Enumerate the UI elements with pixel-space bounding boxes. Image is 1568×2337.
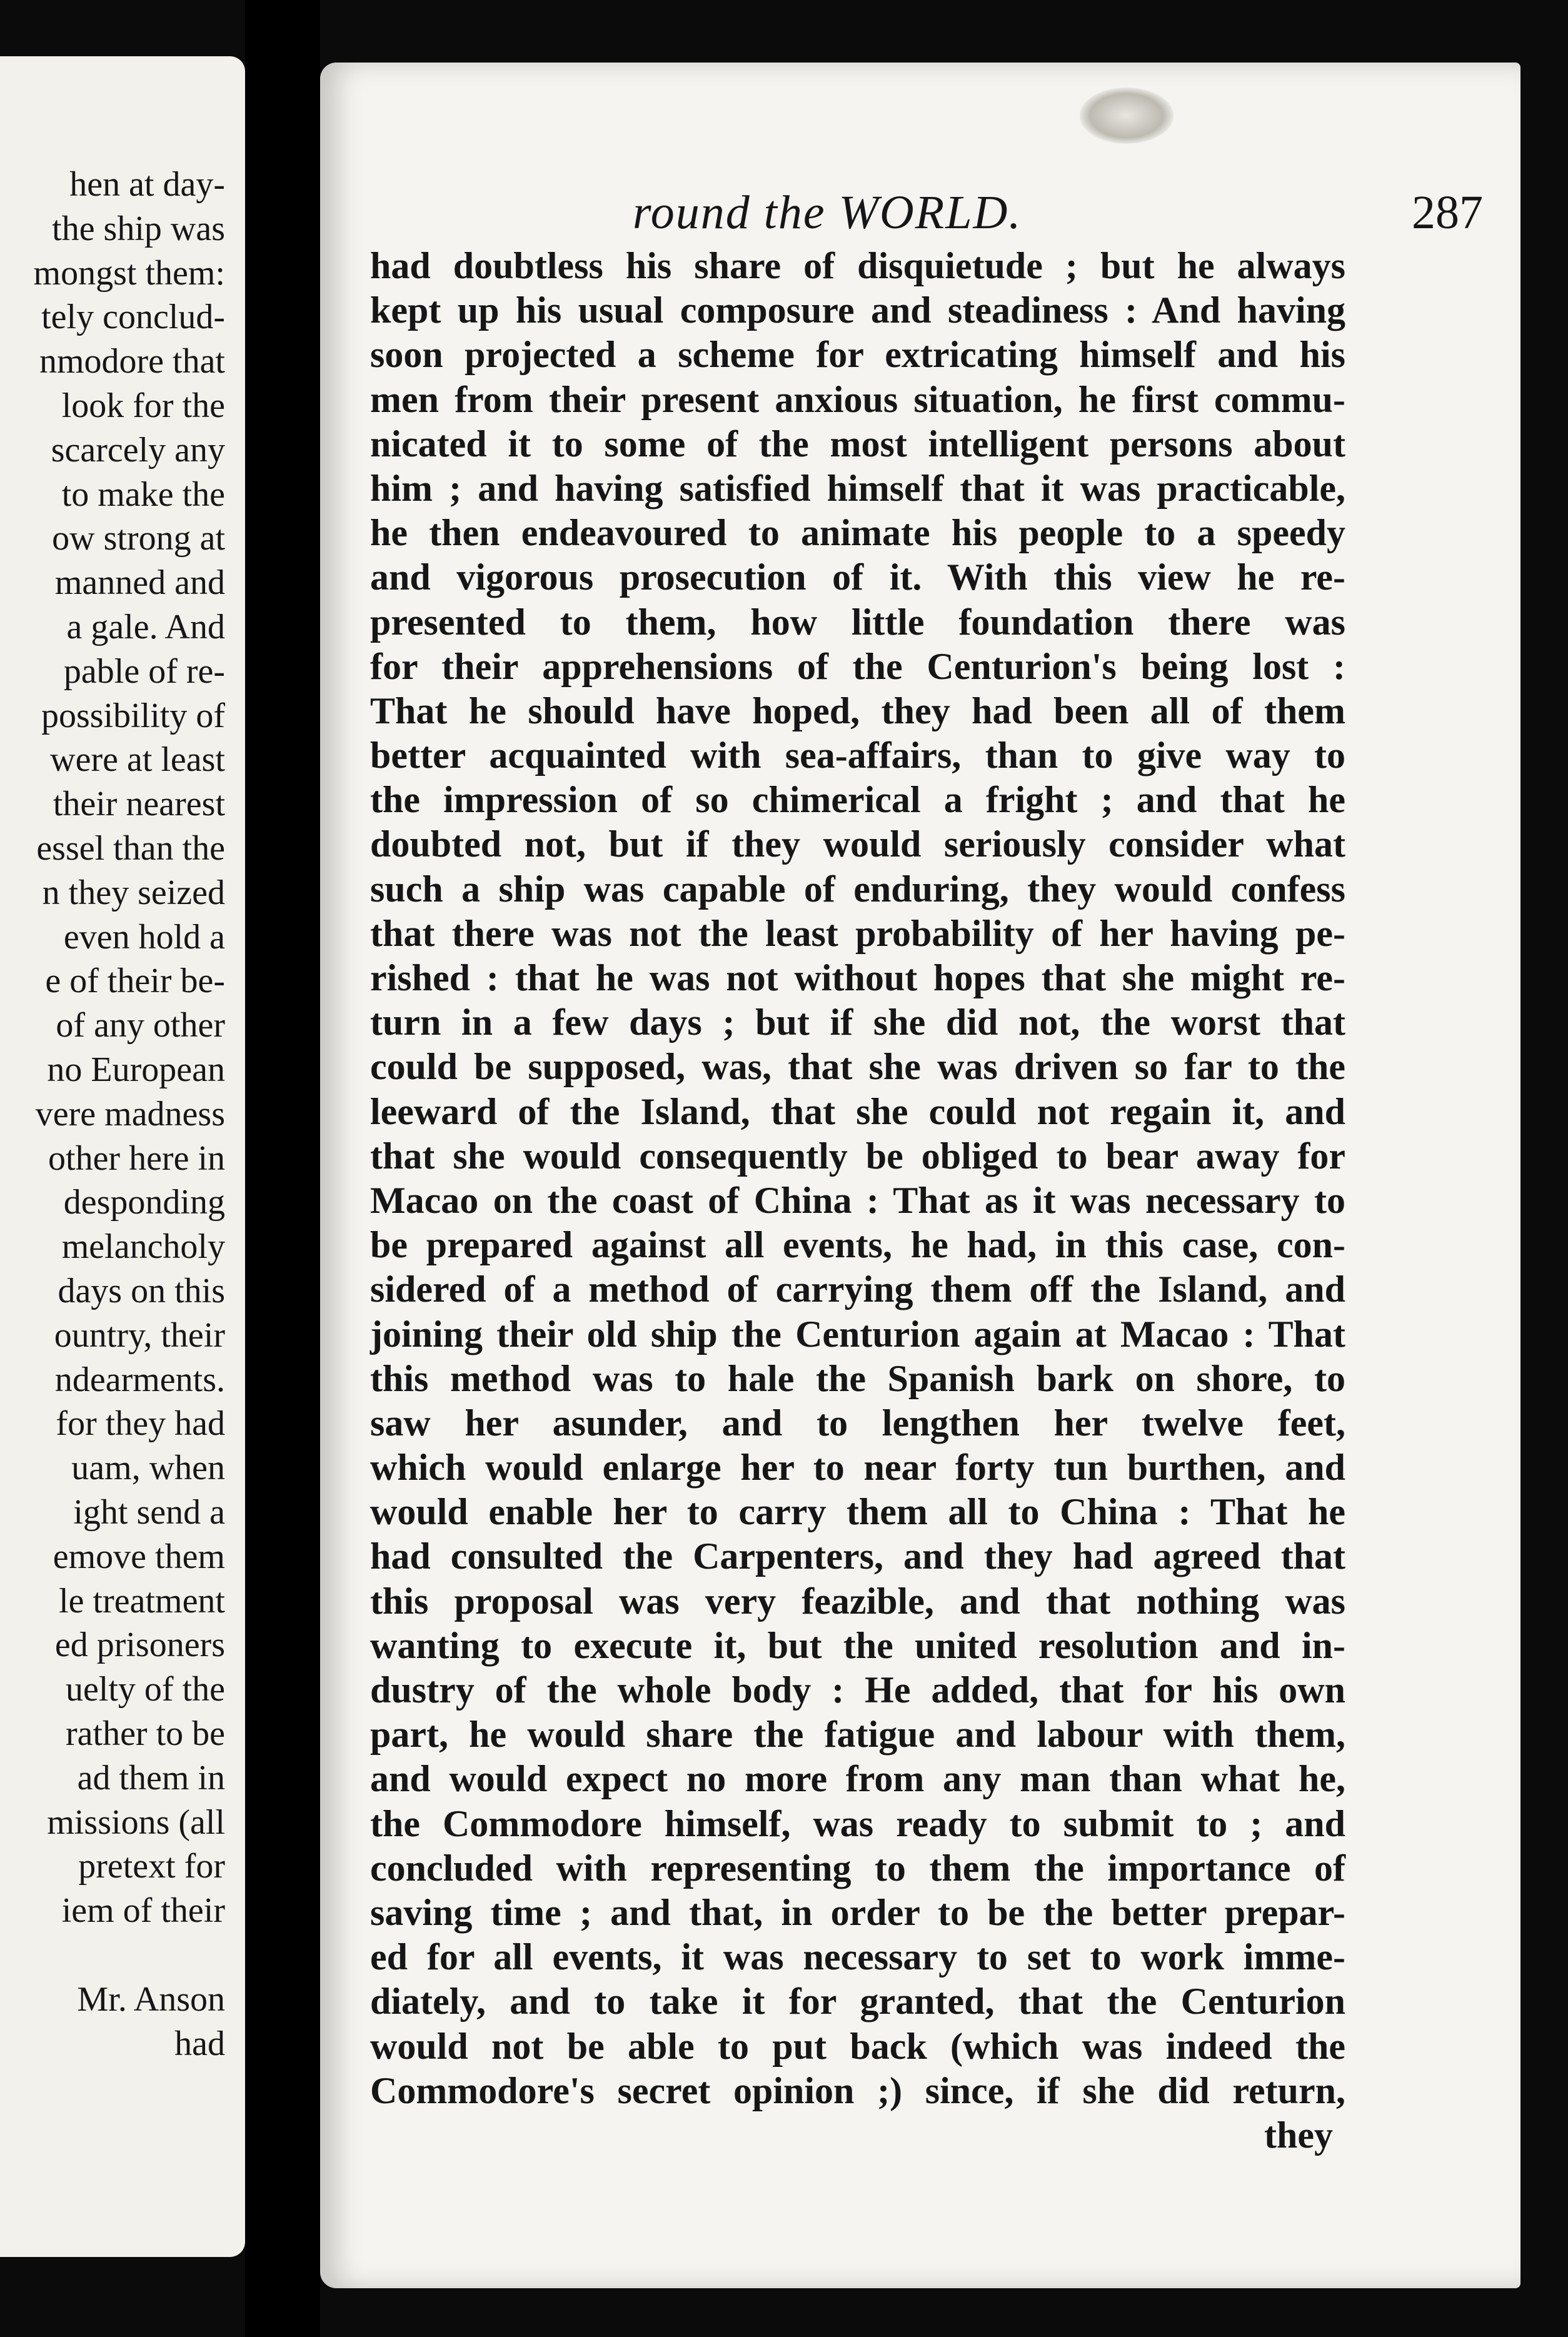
left-page-line: were at least	[50, 740, 225, 780]
text-line: joining their old ship the Centurion again at Macao : That	[370, 1313, 1345, 1355]
left-page-line: uam, when	[71, 1449, 225, 1488]
left-page-line: melancholy	[61, 1227, 225, 1267]
text-line: wanting to execute it, but the united resolution and in-	[370, 1624, 1345, 1666]
text-line: the Commodore himself, was ready to submit to ; and	[370, 1802, 1345, 1844]
left-page-line: ed prisoners	[54, 1626, 225, 1665]
left-page-line: the ship was	[52, 209, 225, 248]
page-header	[633, 181, 1483, 244]
left-page-line: other here in	[48, 1138, 225, 1178]
text-line: rished : that he was not without hopes that she might re-	[370, 957, 1345, 998]
text-line: That he should have hoped, they had been all of them	[370, 690, 1345, 731]
left-page-line: nmodore that	[39, 342, 225, 381]
left-page-line: their nearest	[53, 785, 225, 824]
left-page-line: hen at day-	[69, 165, 225, 204]
text-line: concluded with representing to them the importance of	[370, 1847, 1345, 1889]
text-line: men from their present anxious situation, he first commu-	[370, 378, 1345, 420]
left-page-line: desponding	[63, 1183, 225, 1222]
scan-edge	[1520, 0, 1568, 2337]
left-page-line: rather to be	[66, 1714, 225, 1753]
text-line: nicated it to some of the most intelligent persons about	[370, 423, 1345, 465]
text-line: had consulted the Carpenters, and they had agreed that	[370, 1535, 1345, 1577]
left-page-line: ndearments.	[54, 1360, 225, 1399]
text-line: such a ship was capable of enduring, they would confess	[370, 868, 1345, 910]
text-line: Commodore's secret opinion ;) since, if she did return,	[370, 2069, 1345, 2111]
text-line: leeward of the Island, that she could not regain it, and	[370, 1090, 1345, 1132]
left-page-line: mongst them:	[33, 253, 225, 293]
left-page-line: had	[174, 2024, 225, 2063]
text-line: part, he would share the fatigue and labour with them,	[370, 1714, 1345, 1756]
left-page-line: manned and	[54, 563, 225, 603]
paper-tear-mark	[1080, 88, 1173, 144]
text-line: and vigorous prosecution of it. With this view he re-	[370, 556, 1345, 598]
text-line: which would enlarge her to near forty tun burthen, and	[370, 1447, 1345, 1489]
left-page-line: pretext for	[78, 1847, 225, 1886]
text-line: the impression of so chimerical a fright ; and that he	[370, 779, 1345, 821]
text-line: presented to them, how little foundation there was	[370, 601, 1345, 643]
text-line: this method was to hale the Spanish bark on shore, to	[370, 1357, 1345, 1399]
left-page-line: ight send a	[73, 1493, 225, 1532]
left-page-line: look for the	[61, 386, 225, 425]
text-line: he then endeavoured to animate his people to a speedy	[370, 512, 1345, 554]
right-page	[320, 63, 1520, 2288]
text-line: soon projected a scheme for extricating himself and his	[370, 334, 1345, 376]
text-line: would enable her to carry them all to China : That he	[370, 1491, 1345, 1533]
text-line: better acquainted with sea-affairs, than to give way to	[370, 735, 1345, 776]
left-page-line: le treatment	[59, 1581, 225, 1621]
left-page-line: ow strong at	[52, 519, 225, 558]
left-page-line: even hold a	[63, 917, 225, 957]
left-page-line: essel than the	[36, 829, 225, 868]
left-page-line: scarcely any	[51, 430, 225, 470]
text-line: saw her asunder, and to lengthen her twelve feet,	[370, 1402, 1345, 1444]
left-page-line: e of their be-	[45, 962, 225, 1001]
left-page-line: tely conclud-	[41, 298, 225, 337]
left-page-line: ountry, their	[54, 1315, 225, 1355]
text-line: had doubtless his share of disquietude ; but he always	[370, 245, 1345, 286]
book-spine	[245, 0, 320, 2337]
text-line: for their apprehensions of the Centurion's being lost :	[370, 645, 1345, 687]
left-page-line: for they had	[56, 1404, 225, 1444]
left-page-line: vere madness	[35, 1094, 225, 1133]
left-page-line: ad them in	[77, 1758, 225, 1797]
left-page-line: of any other	[56, 1006, 225, 1045]
left-page-line: n they seized	[42, 873, 225, 912]
text-line: him ; and having satisfied himself that it was practicable,	[370, 467, 1345, 509]
left-page-line: uelty of the	[65, 1670, 225, 1709]
text-line: this proposal was very feazible, and that nothing was	[370, 1580, 1345, 1622]
text-line: kept up his usual composure and steadiness : And having	[370, 289, 1345, 331]
text-line: saving time ; and that, in order to be the better prepar-	[370, 1891, 1345, 1933]
left-page-line: emove them	[53, 1537, 225, 1576]
left-page-line: iem of their	[61, 1891, 225, 1931]
left-page-line: to make the	[61, 475, 225, 514]
text-line: ed for all events, it was necessary to set to work imme-	[370, 1936, 1345, 1978]
page-number: 287	[1412, 186, 1483, 239]
text-line: that she would consequently be obliged to bear away for	[370, 1135, 1345, 1177]
left-page-line: days on this	[58, 1272, 225, 1310]
text-line: dustry of the whole body : He added, that for his own	[370, 1669, 1345, 1711]
text-line: would not be able to put back (which was indeed the	[370, 2025, 1345, 2067]
left-page-line: Mr. Anson	[77, 1979, 225, 2019]
text-line: sidered of a method of carrying them off the Island, and	[370, 1269, 1345, 1310]
text-line: diately, and to take it for granted, that the Centurion	[370, 1981, 1345, 2023]
left-page-line: pable of re-	[63, 651, 225, 691]
running-head: round the WORLD.	[633, 186, 1022, 239]
body-text	[370, 244, 1345, 2158]
text-line: turn in a few days ; but if she did not, the worst that	[370, 1002, 1345, 1043]
text-line: and would expect no more from any man than what he,	[370, 1758, 1345, 1800]
text-line: doubted not, but if they would seriously consider what	[370, 823, 1345, 865]
catchword: they	[1264, 2114, 1333, 2156]
left-page-line: no European	[47, 1050, 225, 1089]
text-line: Macao on the coast of China : That as it was necessary to	[370, 1179, 1345, 1221]
text-line: could be supposed, was, that she was driven so far to the	[370, 1046, 1345, 1088]
text-line: be prepared against all events, he had, in this case, con-	[370, 1224, 1345, 1266]
left-page-line: missions (all	[47, 1802, 225, 1842]
left-page	[0, 56, 245, 2257]
left-page-line: a gale. And	[66, 608, 225, 646]
left-page-line: possibility of	[41, 696, 225, 735]
text-line: that there was not the least probability of her having pe-	[370, 912, 1345, 954]
